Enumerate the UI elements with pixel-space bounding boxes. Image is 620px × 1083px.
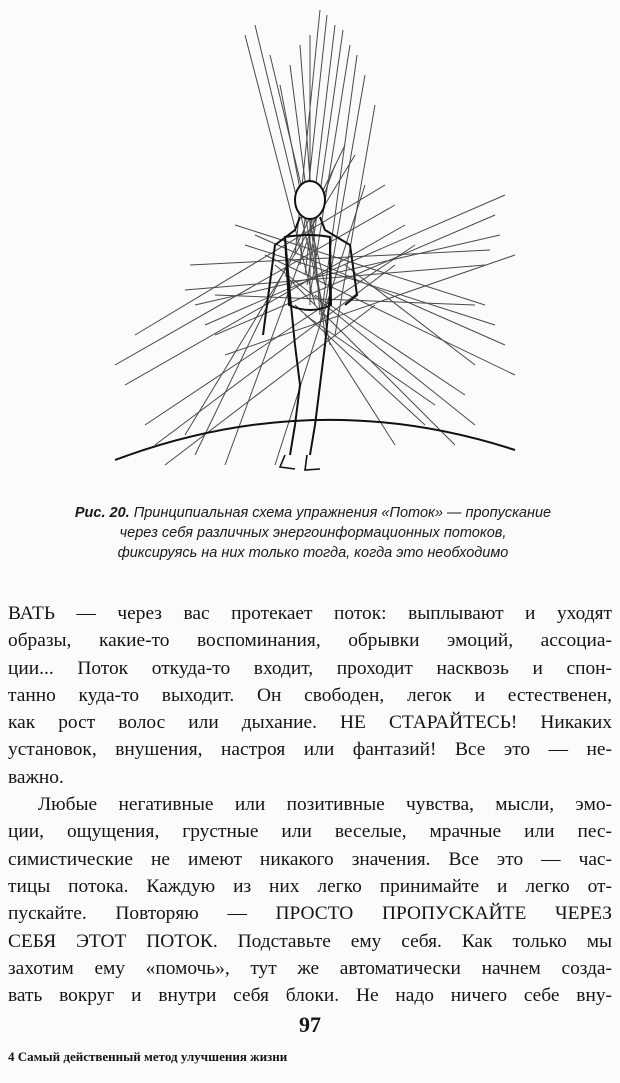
body-text: [8, 600, 612, 1009]
text-line: как рост волос или дыхание. НЕ СТАРАЙТЕСЬ! Никаких: [8, 712, 612, 734]
caption-line-2: через себя различных энергоинформационных потоков,: [119, 525, 507, 541]
figure-illustration: [95, 5, 535, 485]
paragraph-2: [8, 791, 612, 1009]
text-line: пускайте. Повторяю — ПРОСТО ПРОПУСКАЙТЕ ЧЕРЕЗ: [8, 903, 612, 925]
text-line: важно.: [8, 766, 64, 788]
text-line: танно куда-то выходит. Он свободен, легок и естественен,: [8, 684, 612, 706]
energy-lines: [115, 10, 515, 465]
text-line: захотим ему «помочь», тут же автоматически начнем созда-: [8, 957, 612, 979]
text-line: ВАТЬ — через вас протекает поток: выплывают и уходят: [8, 603, 612, 624]
text-line: образы, какие-то воспоминания, обрывки эмоций, ассоциа-: [8, 630, 612, 652]
text-line: тицы потока. Каждую из них легко принимайте и легко от-: [8, 875, 612, 897]
caption-line-1: Принципиальная схема упражнения «Поток» — пропускание: [133, 505, 552, 521]
text-line: ции... Поток откуда-то входит, проходит насквозь и спон-: [8, 657, 612, 679]
figure-caption: [18, 503, 608, 563]
text-line: установок, внушения, настроя или фантазий! Все это — не-: [8, 739, 612, 761]
text-line: вать вокруг и внутри себя блоки. Не надо ничего себе вну-: [8, 985, 612, 1007]
running-footer: 4 Самый действенный метод улучшения жизни: [8, 1049, 288, 1064]
page-number: 97: [299, 1012, 321, 1037]
text-line: ции, ощущения, грустные или веселые, мрачные или пес-: [8, 821, 612, 843]
text-line: СЕБЯ ЭТОТ ПОТОК. Подставьте ему себя. Как только мы: [8, 930, 612, 952]
text-line: симистические не имеют никакого значения. Все это — час-: [8, 848, 612, 870]
caption-line-3: фиксируясь на них только тогда, когда это необходимо: [117, 545, 509, 561]
figure-label: Рис. 20.: [74, 505, 130, 521]
paragraph-1: [8, 600, 612, 791]
text-line: Любые негативные или позитивные чувства, мысли, эмо-: [38, 794, 612, 816]
